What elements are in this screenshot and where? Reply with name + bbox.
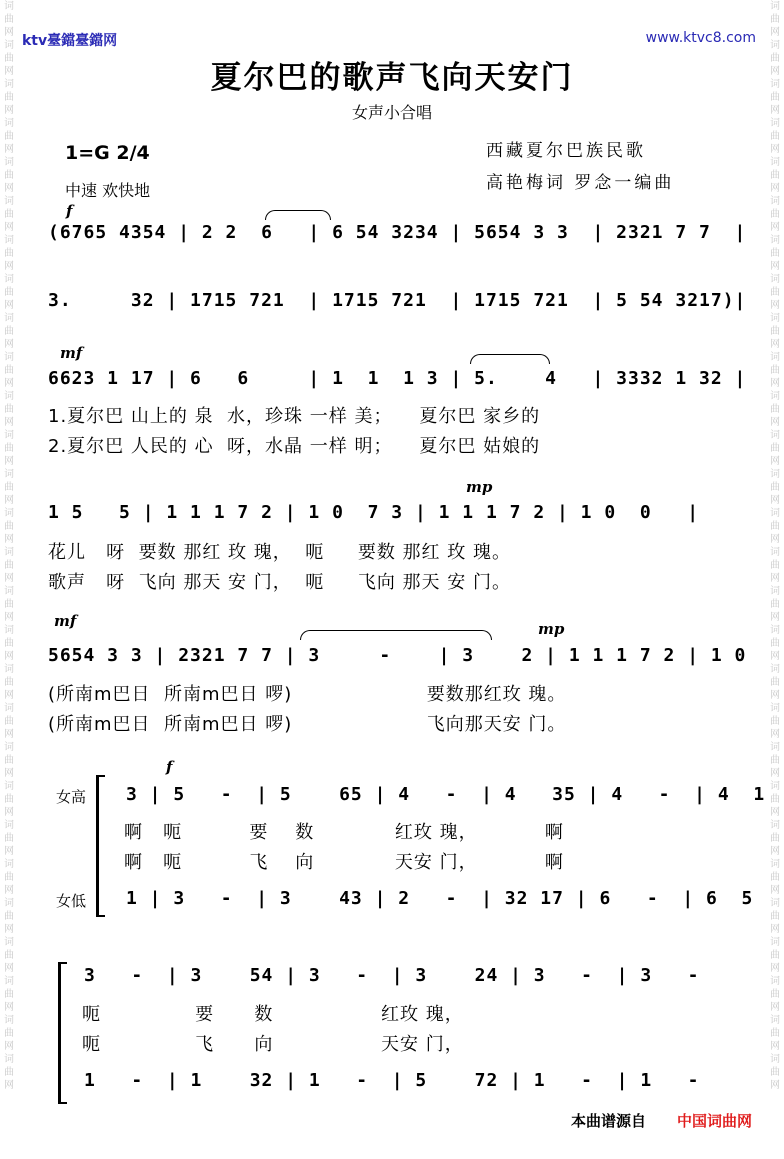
- part-label-alto: 女低: [56, 892, 87, 910]
- lyrics-row-6-verse-1: 啊 呃 要 数 红玫 瑰， 啊: [124, 822, 564, 843]
- music-row-7-alto: 1 - | 1 32 | 1 - | 5 72 | 1 - | 1 -: [84, 1070, 700, 1091]
- tie-mark: [300, 630, 492, 640]
- system-brace: [96, 775, 105, 917]
- music-row-3: 6623 1 17 | 6 6 | 1 1 1 3 | 5. 4 | 3332 1 32 |: [48, 368, 747, 389]
- music-row-7-soprano: 3 - | 3 54 | 3 - | 3 24 | 3 - | 3 -: [84, 965, 700, 986]
- music-row-1: (6765 4354 | 2 2 6 | 6 54 3234 | 5654 3 3 | 2321 7 7 |: [48, 222, 747, 243]
- music-row-6-soprano: 3 | 5 - | 5 65 | 4 - | 4 35 | 4 - | 4 1: [126, 784, 766, 805]
- credit-authors: 高艳梅词 罗念一编曲: [486, 173, 675, 193]
- dynamic-mezzo-forte: mf: [60, 344, 83, 362]
- lyrics-row-7-verse-1: 呃 要 数 红玫 瑰，: [82, 1004, 464, 1025]
- source-label: 本曲谱源自: [570, 1112, 646, 1130]
- song-subtitle: 女声小合唱: [351, 103, 432, 122]
- music-row-6-alto: 1 | 3 - | 3 43 | 2 - | 32 17 | 6 - | 6 5: [126, 888, 754, 909]
- dynamic-mezzo-forte: mf: [54, 612, 77, 630]
- watermark-left: 词曲网词曲网词曲网词曲网词曲网词曲网词曲网词曲网词曲网词曲网词曲网词曲网词曲网词曲网词曲网词曲网词曲网词曲网词曲网词曲网词曲网词曲网词曲网词曲网词曲网词曲网词曲网词曲网: [4, 1, 14, 1091]
- lyrics-row-6-verse-2: 啊 呃 飞 向 天安 门， 啊: [124, 852, 564, 873]
- music-row-5: 5654 3 3 | 2321 7 7 | 3 - | 3 2 | 1 1 1 7 2 | 1 0: [48, 645, 747, 666]
- lyrics-row-5-verse-2: (所南m巴日 所南m巴日 啰) 飞向那天安 门。: [48, 714, 567, 735]
- music-row-4: 1 5 5 | 1 1 1 7 2 | 1 0 7 3 | 1 1 1 7 2 | 1 0 0 |: [48, 502, 700, 523]
- source-site-link[interactable]: 中国词曲网: [676, 1112, 752, 1130]
- dynamic-mezzo-piano: mp: [538, 620, 565, 638]
- tie-mark: [470, 354, 550, 364]
- tie-mark: [265, 210, 331, 220]
- credit-origin: 西藏夏尔巴族民歌: [486, 141, 646, 161]
- dynamic-forte: f: [66, 202, 73, 220]
- song-title: 夏尔巴的歌声飞向天安门: [210, 60, 574, 96]
- watermark-right: 词曲网词曲网词曲网词曲网词曲网词曲网词曲网词曲网词曲网词曲网词曲网词曲网词曲网词曲网词曲网词曲网词曲网词曲网词曲网词曲网词曲网词曲网词曲网词曲网词曲网词曲网词曲网词曲网: [770, 1, 780, 1091]
- tempo-marking: 中速 欢快地: [65, 181, 151, 200]
- lyrics-row-4-verse-1: 花儿 呀 要数 那红 玫 瑰， 呃 要数 那红 玫 瑰。: [48, 542, 511, 563]
- site-logo-left[interactable]: ktv臺鐺臺鐺网: [22, 33, 118, 49]
- music-row-2: 3. 32 | 1715 721 | 1715 721 | 1715 721 | 5 54 3217)|: [48, 290, 747, 311]
- lyrics-row-5-verse-1: (所南m巴日 所南m巴日 啰) 要数那红玫 瑰。: [48, 684, 567, 705]
- site-url-right[interactable]: www.ktvc8.com: [645, 30, 756, 46]
- dynamic-mezzo-piano: mp: [466, 478, 493, 496]
- lyrics-row-3-verse-2: 2.夏尔巴 人民的 心 呀，水晶 一样 明； 夏尔巴 姑娘的: [48, 436, 541, 457]
- lyrics-row-4-verse-2: 歌声 呀 飞向 那天 安 门， 呃 飞向 那天 安 门。: [48, 572, 511, 593]
- lyrics-row-3-verse-1: 1.夏尔巴 山上的 泉 水，珍珠 一样 美； 夏尔巴 家乡的: [48, 406, 541, 427]
- key-signature: 1=G 2/4: [65, 142, 150, 164]
- lyrics-row-7-verse-2: 呃 飞 向 天安 门，: [82, 1034, 464, 1055]
- dynamic-forte: f: [166, 758, 173, 776]
- part-label-soprano: 女高: [56, 788, 87, 806]
- system-brace: [58, 962, 67, 1104]
